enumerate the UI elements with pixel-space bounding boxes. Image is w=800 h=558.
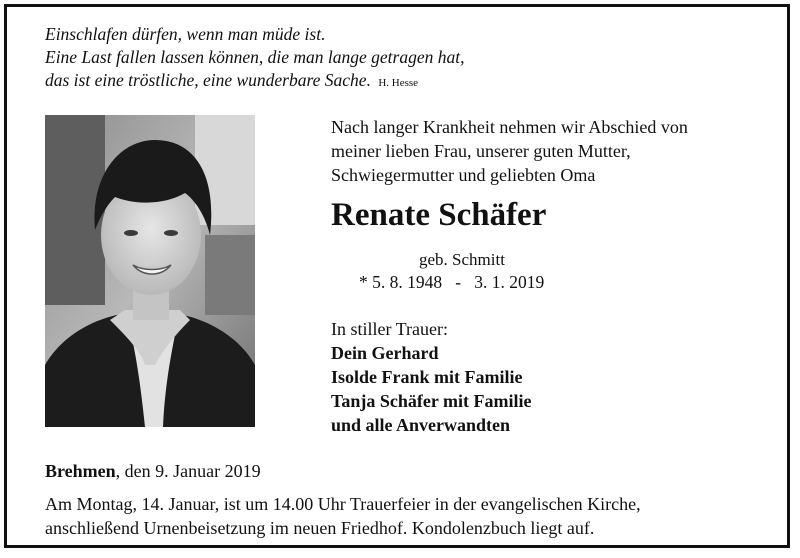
funeral-notice	[45, 492, 785, 540]
obituary-card	[4, 4, 790, 548]
portrait-image	[45, 115, 255, 427]
poem	[45, 23, 464, 95]
funeral-line: Am Montag, 14. Januar, ist um 14.00 Uhr Trauerfeier in der evangelischen Kirche,	[45, 494, 641, 514]
life-dates: * 5. 8. 1948 - 3. 1. 2019	[359, 272, 545, 292]
mourner-name: Isolde Frank mit Familie	[331, 367, 523, 387]
portrait-photo	[45, 115, 255, 427]
poem-line: Eine Last fallen lassen können, die man lange getragen hat,	[45, 47, 465, 67]
poem-line-text: das ist eine tröstliche, eine wunderbare Sache.	[45, 70, 371, 90]
poem-line: Einschlafen dürfen, wenn man müde ist.	[45, 24, 326, 44]
poem-line	[45, 69, 464, 95]
funeral-line: anschließend Urnenbeisetzung im neuen Friedhof. Kondolenzbuch liegt auf.	[45, 518, 595, 538]
poem-author: H. Hesse	[378, 77, 419, 89]
intro-line: meiner lieben Frau, unserer guten Mutter,	[331, 141, 631, 161]
intro-line: Schwiegermutter und geliebten Oma	[331, 165, 596, 185]
mourner-name: Dein Gerhard	[331, 343, 439, 363]
mourners-block	[331, 317, 532, 437]
intro-text	[331, 115, 688, 187]
place: Brehmen	[45, 461, 116, 481]
mourner-name: Tanja Schäfer mit Familie	[331, 391, 532, 411]
deceased-name: Renate Schäfer	[331, 197, 547, 233]
mourners-heading: In stiller Trauer:	[331, 319, 448, 339]
mourner-name: und alle Anverwandten	[331, 415, 511, 435]
birth-name: geb. Schmitt	[419, 250, 505, 269]
intro-line: Nach langer Krankheit nehmen wir Abschied von	[331, 117, 688, 137]
date: , den 9. Januar 2019	[115, 461, 261, 481]
place-date	[45, 459, 261, 483]
